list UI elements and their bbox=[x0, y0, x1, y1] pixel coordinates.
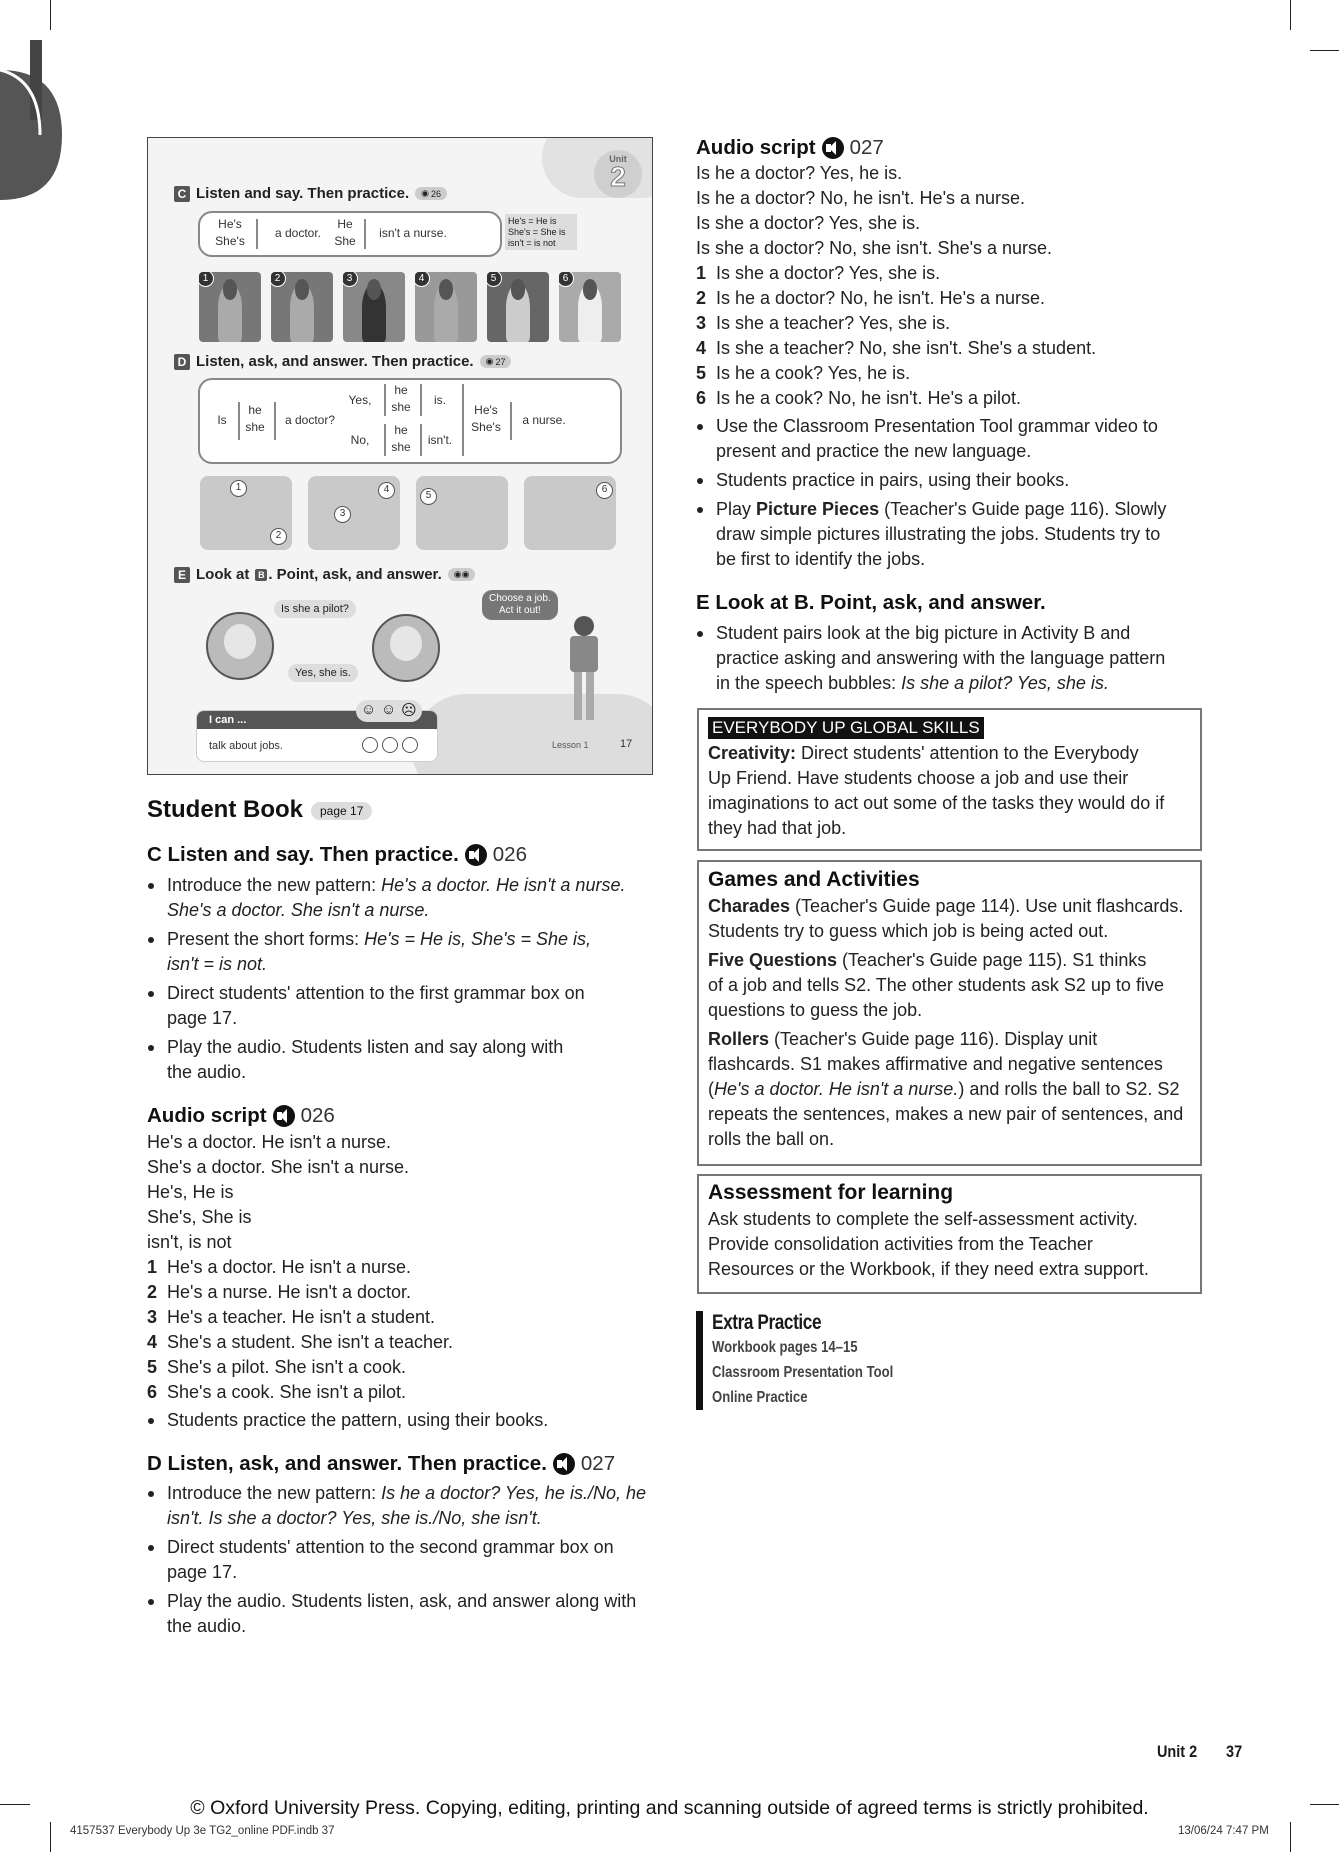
section-e-bullets bbox=[696, 621, 1216, 700]
numbered-line: 1 Is she a doctor? Yes, she is. bbox=[696, 263, 941, 283]
audio-chip: ◉ 26 bbox=[415, 187, 447, 200]
list-item: Direct students' attention to the first grammar box on page 17. bbox=[147, 981, 667, 1031]
job-illustration: 6 bbox=[524, 476, 616, 550]
section-d-heading: D Listen, ask, and answer. Then practice. ◉ 27 bbox=[174, 353, 511, 370]
list-item: Play the audio. Students listen, ask, and answer along with the audio. bbox=[147, 1589, 667, 1639]
audio-script-026: He's a doctor. He isn't a nurse. She's a doctor. She isn't a nurse. He's, He is She's, She is isn't, is not 1 He's a doctor. He isn't a nurse. 2 He's a nurse. He isn't a doctor. 3 He's a teacher. He isn't a student. 4 She's a student. She isn't a teacher. 5 She's a pilot. She isn't a cook. 6 She's a cook. She isn't a pilot. Students practice the pattern, using their books. bbox=[147, 1130, 667, 1437]
global-skills-box: EVERYBODY UP GLOBAL SKILLS Creativity: Direct students' attention to the Everybody Up Friend. Have students choose a job and use their imaginations to act out some of the tasks they would do if they had that job. bbox=[697, 708, 1202, 851]
assessment-title: Assessment for learning bbox=[708, 1181, 954, 1204]
extra-practice-item: Classroom Presentation Tool bbox=[712, 1364, 894, 1381]
numbered-line: 4 Is she a teacher? No, she isn't. She's a student. bbox=[696, 338, 1097, 358]
extra-practice-title: Extra Practice bbox=[712, 1311, 822, 1334]
self-assessment-circle bbox=[362, 737, 378, 753]
girl-portrait bbox=[206, 612, 274, 680]
everybody-up-friend-figure bbox=[566, 616, 602, 726]
boy-portrait bbox=[372, 614, 440, 682]
i-can-box: I can ... talk about jobs. bbox=[196, 710, 438, 762]
speech-bubble-answer: Yes, she is. bbox=[288, 664, 358, 682]
audio-script-026-heading: Audio script 026 bbox=[147, 1104, 335, 1127]
footer-unit-page: Unit 2 37 bbox=[1157, 1742, 1243, 1761]
numbered-line: 3 He's a teacher. He isn't a student. bbox=[147, 1307, 436, 1327]
numbered-line: 6 She's a cook. She isn't a pilot. bbox=[147, 1382, 407, 1402]
list-item: Introduce the new pattern: Is he a doctor? Yes, he is./No, he isn't. Is she a doctor? Yes, she is./No, she isn't. bbox=[147, 1481, 667, 1531]
job-illustration: 3 4 bbox=[308, 476, 400, 550]
charades-item: Charades (Teacher's Guide page 114). Use unit flashcards. Students try to guess which job is being acted out. bbox=[708, 896, 1184, 941]
section-c-heading: C Listen and say. Then practice. ◉ 26 bbox=[174, 185, 447, 202]
sad-face-icon: ☹ bbox=[401, 702, 417, 719]
numbered-line: 1 He's a doctor. He isn't a nurse. bbox=[147, 1257, 411, 1277]
section-d-bullets bbox=[147, 1481, 667, 1643]
audio-script-027-heading: Audio script 027 bbox=[696, 136, 884, 159]
section-c-bullets bbox=[147, 873, 667, 1089]
numbered-line: 5 Is he a cook? Yes, he is. bbox=[696, 363, 911, 383]
list-item: Direct students' attention to the second grammar box on page 17. bbox=[147, 1535, 667, 1585]
audio-icon bbox=[273, 1105, 295, 1127]
self-assessment-circle bbox=[382, 737, 398, 753]
numbered-line: 3 Is she a teacher? Yes, she is. bbox=[696, 313, 951, 333]
list-item: Students practice in pairs, using their books. bbox=[696, 468, 1216, 493]
crop-mark bbox=[1310, 50, 1339, 51]
list-item: Play the audio. Students listen and say along with the audio. bbox=[147, 1035, 667, 1085]
games-title: Games and Activities bbox=[708, 868, 920, 891]
speech-bubble-question: Is she a pilot? bbox=[274, 600, 356, 618]
list-item: Students practice the pattern, using their books. bbox=[147, 1408, 667, 1433]
crop-mark bbox=[1290, 0, 1291, 30]
list-item: Introduce the new pattern: He's a doctor. He isn't a nurse. She's a doctor. She isn't a nurse. bbox=[147, 873, 667, 923]
numbered-line: 2 He's a nurse. He isn't a doctor. bbox=[147, 1282, 411, 1302]
audio-chip: ◉◉ bbox=[448, 568, 476, 581]
audio-icon bbox=[822, 137, 844, 159]
job-illustration: 1 2 bbox=[200, 476, 292, 550]
section-e-heading: E Look at B . Point, ask, and answer. ◉◉ bbox=[174, 566, 475, 583]
audio-chip: ◉ 27 bbox=[480, 355, 512, 368]
section-e-heading: E Look at B. Point, ask, and answer. bbox=[696, 591, 1046, 614]
happy-face-icon: ☺ bbox=[361, 701, 377, 718]
speech-bubble-act: Choose a job. Act it out! bbox=[482, 590, 558, 620]
extra-practice bbox=[696, 1311, 933, 1410]
job-photo: 6 bbox=[559, 272, 621, 342]
list-item: Student pairs look at the big picture in Activity B and practice asking and answering with the language pattern in the speech bubbles: Is she a pilot? Yes, she is. bbox=[696, 621, 1216, 696]
audio-icon bbox=[553, 1453, 575, 1475]
job-photo: 1 bbox=[199, 272, 261, 342]
rollers-item: Rollers (Teacher's Guide page 116). Display unit flashcards. S1 makes affirmative and negative sentences (He's a doctor. He isn't a nurse.) and rolls the ball to S2. S2 repeats the sentences, makes a new pair of sentences, and rolls the ball on. bbox=[708, 1029, 1184, 1149]
numbered-line: 6 Is he a cook? No, he isn't. He's a pilot. bbox=[696, 388, 1022, 408]
self-assessment-circle bbox=[402, 737, 418, 753]
crop-mark bbox=[50, 0, 51, 30]
assessment-box: Assessment for learning Ask students to complete the self-assessment activity. Provide consolidation activities from the Teacher Resources or the Workbook, if they need extra support. bbox=[697, 1174, 1202, 1294]
job-photo: 3 bbox=[343, 272, 405, 342]
audio-script-027: Is he a doctor? Yes, he is. Is he a doctor? No, he isn't. He's a nurse. Is she a doctor? Yes, she is. Is she a doctor? No, she isn't. She's a nurse. 1 Is she a doctor? Yes, she is. 2 Is he a doctor? No, he isn't. He's a nurse. 3 Is she a teacher? Yes, she is. 4 Is she a teacher? No, she isn't. She's a student. 5 Is he a cook? Yes, he is. 6 Is he a cook? No, he isn't. He's a pilot. Use the Classroom Presentation Tool grammar video to present and practice the new language. Students practice in pairs, using their books. Play Picture Pieces (Teacher's Guide page 116). Slowly draw simple pictures illustrating the jobs. Students try to be first to identify the jobs. bbox=[696, 161, 1216, 576]
print-timestamp: 13/06/24 7:47 PM bbox=[1178, 1825, 1269, 1837]
five-questions-item: Five Questions (Teacher's Guide page 115). S1 thinks of a job and tells S2. The other students ask S2 up to five questions to guess the job. bbox=[708, 950, 1164, 1020]
numbered-line: 5 She's a pilot. She isn't a cook. bbox=[147, 1357, 407, 1377]
decor-cloud bbox=[412, 694, 653, 775]
extra-practice-item: Workbook pages 14–15 bbox=[712, 1339, 858, 1356]
page-chip: page 17 bbox=[311, 802, 372, 820]
crop-mark bbox=[50, 1822, 51, 1852]
copyright-notice: © Oxford University Press. Copying, editing, printing and scanning outside of agreed terms is strictly prohibited. bbox=[190, 1797, 1149, 1819]
list-item: Play Picture Pieces (Teacher's Guide page 116). Slowly draw simple pictures illustrating the jobs. Students try to be first to identify the jobs. bbox=[696, 497, 1216, 572]
student-book-heading: Student Book page 17 bbox=[147, 796, 372, 824]
audio-icon bbox=[465, 844, 487, 866]
lesson-label: Lesson 1 bbox=[552, 740, 589, 750]
file-slug: 4157537 Everybody Up 3e TG2_online PDF.indb 37 bbox=[70, 1825, 335, 1837]
grammar-note: He's = He is She's = She is isn't = is not bbox=[505, 214, 577, 250]
crop-mark bbox=[1290, 1822, 1291, 1852]
list-item: Use the Classroom Presentation Tool grammar video to present and practice the new language. bbox=[696, 414, 1216, 464]
section-c-heading: C Listen and say. Then practice. 026 bbox=[147, 843, 527, 866]
grammar-box-c: He's She's a doctor. He She isn't a nurse. bbox=[198, 211, 502, 257]
neutral-face-icon: ☺ bbox=[381, 701, 397, 718]
unit-tab-mark bbox=[0, 40, 62, 200]
job-photo: 2 bbox=[271, 272, 333, 342]
thumbnail-page-number: 17 bbox=[620, 738, 633, 750]
job-illustration: 5 bbox=[416, 476, 508, 550]
job-photo: 4 bbox=[415, 272, 477, 342]
list-item: Present the short forms: He's = He is, She's = She is, isn't = is not. bbox=[147, 927, 667, 977]
grammar-box-d: Is he she a doctor? Yes, No, he she he she is. isn't. He's She's a nurse. bbox=[198, 378, 622, 464]
global-skills-tag: EVERYBODY UP GLOBAL SKILLS bbox=[708, 717, 984, 739]
unit-badge: Unit 2 bbox=[594, 150, 642, 198]
numbered-line: 4 She's a student. She isn't a teacher. bbox=[147, 1332, 454, 1352]
self-assessment-faces bbox=[356, 700, 422, 722]
student-book-thumbnail bbox=[147, 137, 653, 775]
job-photo: 5 bbox=[487, 272, 549, 342]
section-d-heading: D Listen, ask, and answer. Then practice. 027 bbox=[147, 1452, 616, 1475]
games-activities-box bbox=[697, 860, 1202, 1166]
extra-practice-item: Online Practice bbox=[712, 1389, 808, 1406]
numbered-line: 2 Is he a doctor? No, he isn't. He's a nurse. bbox=[696, 288, 1046, 308]
